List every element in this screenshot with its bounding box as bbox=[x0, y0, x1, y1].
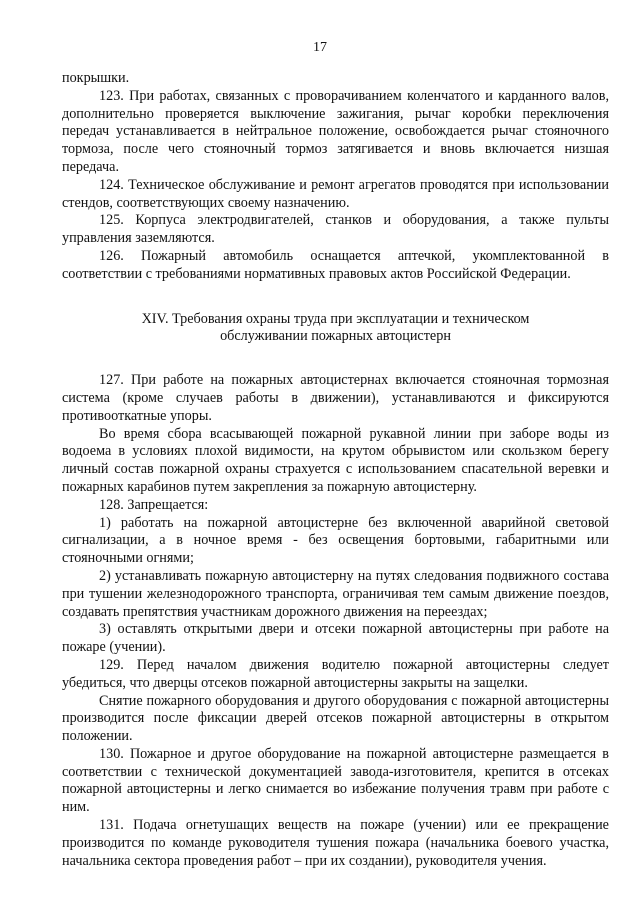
paragraphs-top bbox=[62, 70, 609, 284]
paragraph: Во время сбора всасывающей пожарной рукавной линии при заборе воды из водоема в условиях плохой видимости, на крутом обрывистом или скользком берегу личный состав пожарной охраны страхуется с использованием спасательной веревки и пожарных карабинов путем закрепления за пожарную автоцистерну. bbox=[62, 425, 609, 495]
section-heading-line-1: XIV. Требования охраны труда при эксплуатации и техническом bbox=[141, 310, 530, 327]
paragraph: 129. Перед началом движения водителю пожарной автоцистерны следует убедиться, что дверцы отсеков пожарной автоцистерны закрыты на защелки. bbox=[62, 656, 609, 691]
list-item: 3) оставлять открытыми двери и отсеки пожарной автоцистерны при работе на пожаре (учении). bbox=[62, 621, 609, 656]
list-item: 2) устанавливать пожарную автоцистерну на путях следования подвижного состава при тушении железнодорожного транспорта, ограничивая тем самым движение поездов, создавать препятствия участникам дорожного движения на переездах; bbox=[62, 567, 609, 620]
paragraph: 131. Подача огнетушащих веществ на пожаре (учении) или ее прекращение производится по команде руководителя тушения пожара (начальника боевого участка, начальника сектора проведения работ – при их создании), руководителя учения. bbox=[62, 817, 609, 869]
paragraph: 126. Пожарный автомобиль оснащается аптечкой, укомплектованной в соответствии с требованиями нормативных правовых актов Российской Федерации. bbox=[62, 247, 609, 282]
paragraph: Снятие пожарного оборудования и другого оборудования с пожарной автоцистерны производится после фиксации дверей отсеков пожарной автоцистерны в открытом положении. bbox=[62, 692, 609, 745]
document-body bbox=[62, 70, 609, 870]
paragraph: 128. Запрещается: bbox=[99, 496, 209, 513]
page-number: 17 bbox=[313, 40, 327, 55]
paragraph: 127. При работе на пожарных автоцистернах включается стояночная тормозная система (кроме случаев работы в движении), устанавливаются и фиксируются противооткатные упоры. bbox=[62, 372, 609, 424]
paragraph: 123. При работах, связанных с проворачиванием коленчатого и карданного валов, дополнительно проверяется выключение зажигания, рычаг коробки переключения передач устанавливается в нейтральное положение, освобождается рычаг стояночного тормоза, после чего стояночный тормоз затягивается и вновь включается низшая передача. bbox=[62, 87, 609, 175]
paragraphs-bottom bbox=[62, 372, 609, 870]
paragraph: покрышки. bbox=[62, 70, 130, 86]
paragraph: 124. Техническое обслуживание и ремонт агрегатов проводятся при использовании стендов, соответствующих своему назначению. bbox=[62, 176, 609, 211]
paragraph: 125. Корпуса электродвигателей, станков и оборудования, а также пульты управления заземляются. bbox=[62, 212, 609, 247]
paragraph: 130. Пожарное и другое оборудование на пожарной автоцистерне размещается в соответствии с технической документацией завода-изготовителя, крепится в отсеках пожарной автоцистерны и легко снимается во избежание получения травм при работе с ним. bbox=[62, 745, 609, 816]
list-item: 1) работать на пожарной автоцистерне без включенной аварийной световой сигнализации, а в ночное время - без освещения бортовыми, габаритными или стояночными огнями; bbox=[62, 514, 609, 567]
section-heading-line-2: обслуживании пожарных автоцистерн bbox=[220, 328, 451, 345]
section-heading bbox=[62, 311, 609, 347]
